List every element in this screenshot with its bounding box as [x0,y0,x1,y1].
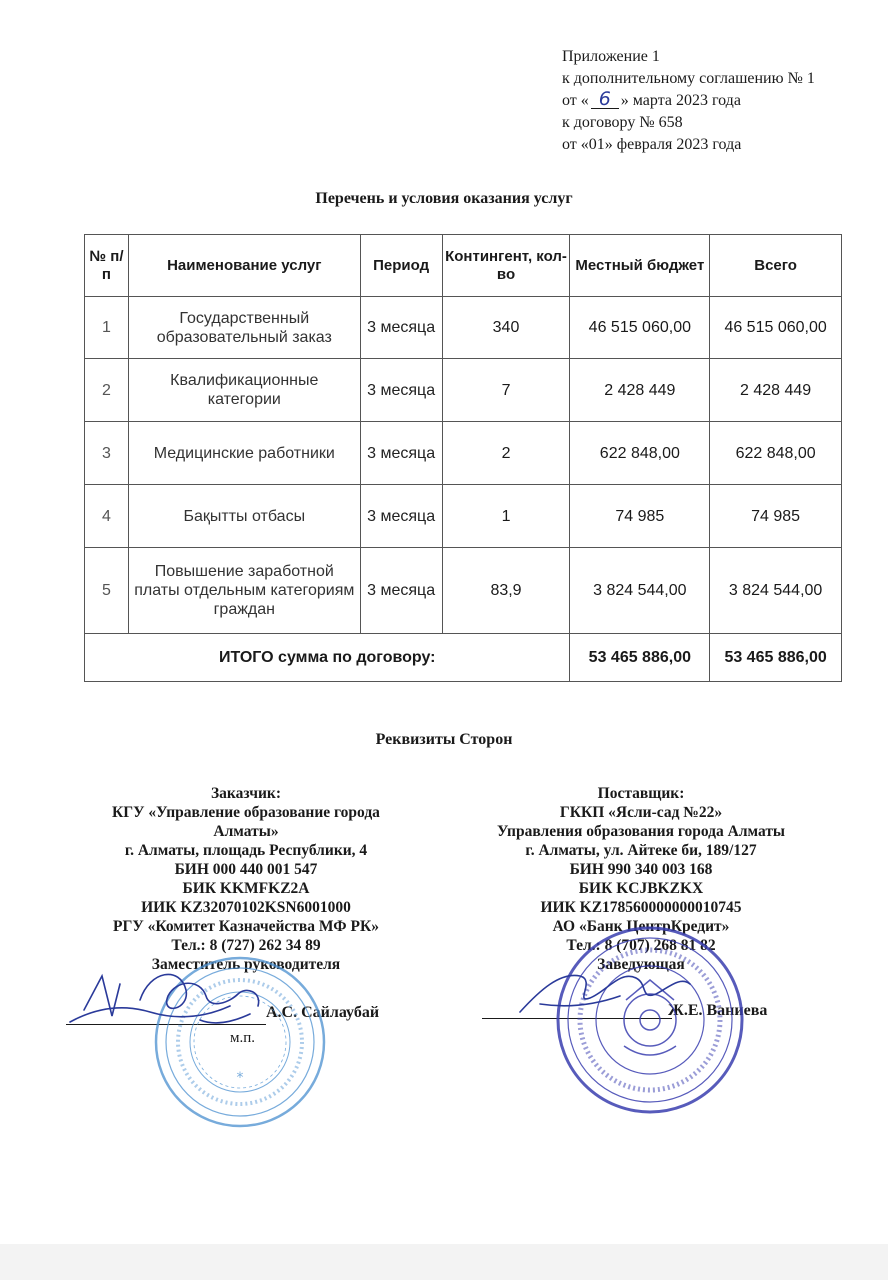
supplier-line: Управления образования города Алматы [496,823,786,840]
customer-heading: Заказчик: [210,785,282,802]
services-table [84,234,842,682]
appendix-line-1: Приложение 1 [562,48,660,65]
table-header-row [85,235,842,297]
supplier-signature-line [482,1018,672,1019]
total-local-budget: 53 465 886,00 [570,634,710,682]
customer-line: БИК KKMFKZ2A [182,880,310,897]
cell-period: 3 месяца [360,422,442,485]
cell-name: Повышение заработной платы отдельным категориям граждан [128,548,360,634]
total-grand: 53 465 886,00 [710,634,842,682]
svg-text:*: * [236,1070,244,1086]
cell-local-budget: 2 428 449 [570,359,710,422]
cell-num: 1 [85,297,129,359]
cell-num: 3 [85,422,129,485]
header-period: Период [360,235,442,297]
customer-details [76,784,416,974]
cell-period: 3 месяца [360,548,442,634]
supplier-line: АО «Банк ЦентрКредит» [552,918,730,935]
header-name: Наименование услуг [128,235,360,297]
cell-total: 74 985 [710,485,842,548]
cell-local-budget: 74 985 [570,485,710,548]
supplier-line: БИК KCJBKZKX [578,880,704,897]
cell-total: 622 848,00 [710,422,842,485]
appendix-line-5: от «01» февраля 2023 года [562,136,742,153]
customer-line: Алматы» [213,823,279,840]
total-row [85,634,842,682]
appendix-line-4: к договору № 658 [562,114,683,131]
cell-contingent: 340 [442,297,570,359]
cell-period: 3 месяца [360,297,442,359]
customer-signature-line [66,1024,266,1025]
appendix-date-prefix: от « [562,92,589,109]
cell-contingent: 83,9 [442,548,570,634]
customer-line: БИН 000 440 001 547 [174,861,318,878]
table-row [85,297,842,359]
table-row [85,548,842,634]
customer-signatory: А.С. Сайлаубай [266,1004,380,1021]
supplier-line: ГККП «Ясли-сад №22» [559,804,723,821]
table-row [85,485,842,548]
supplier-details [466,784,816,974]
cell-local-budget: 3 824 544,00 [570,548,710,634]
cell-name: Медицинские работники [128,422,360,485]
header-contingent: Контингент, кол-во [442,235,570,297]
table-row [85,422,842,485]
cell-contingent: 1 [442,485,570,548]
cell-period: 3 месяца [360,485,442,548]
supplier-signature-icon [520,975,690,1012]
customer-line: РГУ «Комитет Казначейства МФ РК» [113,918,379,935]
appendix-header [562,46,882,156]
cell-local-budget: 46 515 060,00 [570,297,710,359]
cell-period: 3 месяца [360,359,442,422]
customer-line: г. Алматы, площадь Республики, 4 [124,842,368,859]
customer-line: Заместитель руководителя [151,956,341,973]
customer-line: Тел.: 8 (727) 262 34 89 [171,937,321,954]
cell-contingent: 2 [442,422,570,485]
cell-contingent: 7 [442,359,570,422]
page-bottom-shadow [0,1244,888,1280]
header-total: Всего [710,235,842,297]
supplier-heading: Поставщик: [597,785,685,802]
cell-total: 3 824 544,00 [710,548,842,634]
supplier-line: Заведующая [597,956,685,973]
cell-num: 4 [85,485,129,548]
supplier-signatory: Ж.Е. Ваниева [668,1002,768,1019]
appendix-line-3 [562,90,882,112]
customer-line: КГУ «Управление образование города [112,804,380,821]
appendix-line-2: к дополнительному соглашению № 1 [562,70,815,87]
document-title: Перечень и условия оказания услуг [315,190,573,207]
cell-name: Государственный образовательный заказ [128,297,360,359]
supplier-line: Тел.: 8 (707) 268 81 82 [566,937,716,954]
cell-name: Квалификационные категории [128,359,360,422]
appendix-date-suffix: » марта 2023 года [620,92,741,109]
stamp-place-label: м.п. [230,1030,256,1046]
supplier-line: ИИК KZ178560000000010745 [540,899,742,916]
supplier-line: г. Алматы, ул. Айтеке би, 189/127 [525,842,757,859]
handwritten-day: 6 [591,90,619,109]
cell-name: Бақытты отбасы [128,485,360,548]
cell-total: 2 428 449 [710,359,842,422]
customer-line: ИИК KZ32070102KSN6001000 [141,899,351,916]
table-row [85,359,842,422]
header-local-budget: Местный бюджет [570,235,710,297]
cell-num: 2 [85,359,129,422]
total-label: ИТОГО сумма по договору: [85,634,570,682]
cell-local-budget: 622 848,00 [570,422,710,485]
parties-title: Реквизиты Сторон [375,731,513,748]
cell-total: 46 515 060,00 [710,297,842,359]
header-num: № п/п [85,235,129,297]
supplier-line: БИН 990 340 003 168 [569,861,713,878]
cell-num: 5 [85,548,129,634]
customer-signature-icon [70,974,259,1022]
